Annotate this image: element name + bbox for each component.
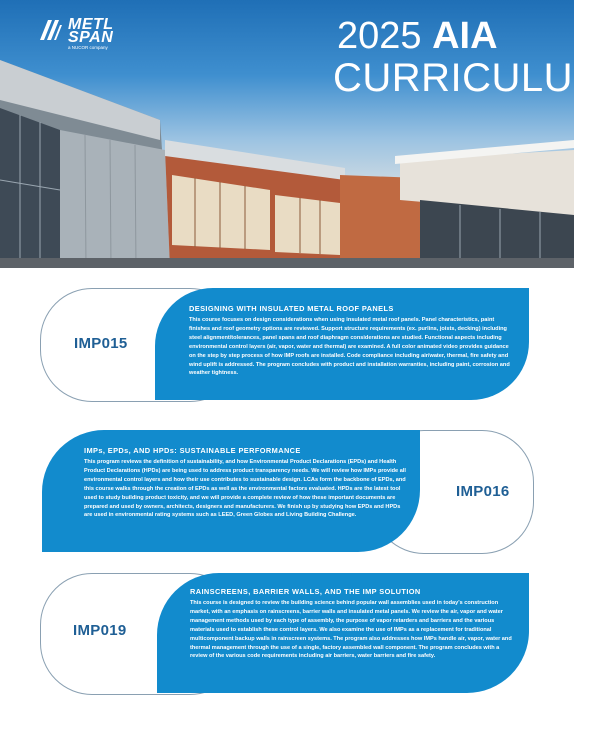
course-title: DESIGNING WITH INSULATED METAL ROOF PANELS — [189, 304, 394, 313]
logo-mark-icon — [38, 18, 64, 42]
hero-banner — [0, 0, 607, 268]
course-title: IMPs, EPDs, AND HPDs: SUSTAINABLE PERFORMANCE — [84, 446, 301, 455]
title-main: CURRICULUM — [333, 56, 607, 100]
course-code: IMP019 — [73, 622, 127, 639]
course-code: IMP016 — [456, 483, 510, 500]
title-year: 2025 — [337, 15, 422, 57]
title-org: AIA — [432, 15, 498, 57]
logo-wordmark — [68, 18, 114, 44]
course-description: This course focuses on design considerations when using insulated metal roof panels. Panel characteristics, paint finishes and roof geometry options are reviewed. Support structure requirements (ex. purlins, joists, decking) including steel alignment/tolerances, panel spans and roof diaphragm considerations are studied. Functional aspects including environmental control layers (air, vapor, water and thermal) are examined. A full color animated video provides guidance on the step by step process of how IMP roofs are installed. Code compliance including air/water, thermal, fire safety and wind uplift is addressed. The program concludes with product and installation warranties, including paint, corrosion and weather tightness. — [189, 317, 510, 377]
course-description: This course is designed to review the building science behind popular wall assemblies used in today's construction market, with an emphasis on rainscreens, barrier walls and insulated metal panels. We review the air, vapor and water management methods used by each type of assembly, the purpose of vapor retarders and barriers and the various materials used to establish these control layers. We also examine the use of IMPs as a replacement for traditional multicomponent backup walls in rainscreen systems. The program also addresses how IMPs handle air, vapor, water and thermal management through the use of a single, factory assembled wall component. The program concludes with a review of the various code requirements including air barriers, water barriers and fire safety. — [190, 600, 512, 660]
logo-line-1: METL — [68, 16, 114, 33]
course-code: IMP015 — [74, 335, 128, 352]
course-description: This program reviews the definition of sustainability, and how Environmental Product Declarations (EPDs) and Health Product Declarations (HPDs) are being used to address product transparency needs. We will review how IMPs provide all environmental control layers and how their use contributes to sustainable design. LCAs form the backbone of EPDs, and this course walks through the creation of EPDs as well as the environmental factors evaluated. HPDs are the latest tool used to study building product toxicity, and we will provide a complete review of how these important documents are prepared and used by owners, architects, designers and manufacturers. We finish up by studying how EPDs and HPDs are used in environmental rating systems such as LEED, Green Globes and Living Building Challenge. — [84, 459, 406, 519]
logo-line-2: SPAN — [68, 29, 114, 46]
title-year-line — [337, 16, 557, 56]
logo-parent: a NUCOR company — [68, 45, 108, 50]
course-description-panel — [155, 288, 529, 400]
course-title: RAINSCREENS, BARRIER WALLS, AND THE IMP SOLUTION — [190, 587, 421, 596]
course-description-panel — [42, 430, 420, 552]
course-description-panel — [157, 573, 529, 693]
